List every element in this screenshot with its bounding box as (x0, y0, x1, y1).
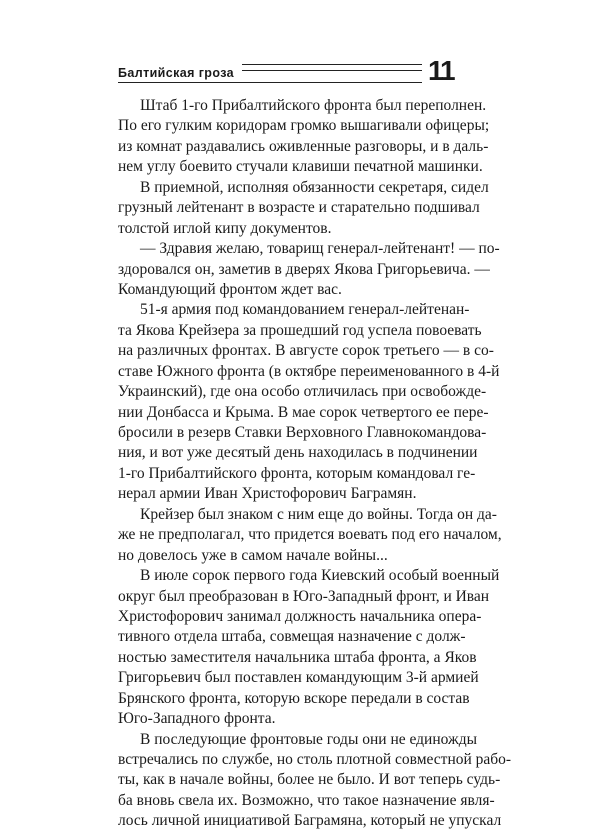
text-line: округ был преобразован в Юго-Западный фронт, и Иван (118, 587, 490, 605)
text-line: ния, и вот уже десятый день находилась в подчинении (118, 444, 478, 462)
text-line: Украинский), где она особо отличилась при освобожде- (118, 383, 487, 401)
text-line: же не предполагал, что придется воевать под его началом, (118, 526, 502, 544)
text-line: 1-го Прибалтийского фронта, которым командовал ге- (118, 464, 476, 482)
text-line: встречались по службе, но столь плотной совместной рабо- (118, 751, 512, 768)
text-line: Командующий фронтом ждет вас. (118, 280, 342, 298)
text-line: нем углу боевито стучали клавиши печатной машинки. (118, 158, 483, 176)
text-line: толстой иглой кипу документов. (118, 219, 332, 237)
header-rule-bottom (118, 82, 422, 83)
text-line: Христофорович занимал должность начальника опера- (118, 607, 482, 625)
body-text (118, 96, 512, 832)
running-header (118, 64, 462, 82)
text-line: В приемной, исполняя обязанности секретаря, сидел (140, 178, 489, 196)
header-rule-top (242, 64, 422, 65)
text-line: ба вновь свела их. Возможно, что такое назначение явля- (118, 791, 495, 809)
text-line: ставе Южного фронта (в октябре переименованного в 4-й (118, 362, 500, 380)
text-line: По его гулким коридорам громко вышагивали офицеры; (118, 117, 490, 135)
text-line: лось личной инициативой Баграмяна, который не упускал (118, 812, 502, 830)
text-line: Крейзер был знаком с ним еще до войны. Тогда он да- (140, 505, 497, 523)
text-line: бросили в резерв Ставки Верховного Главнокомандова- (118, 424, 487, 441)
text-line: В июле сорок первого года Киевский особый военный (140, 567, 500, 585)
text-line: грузный лейтенант в возрасте и старательно подшивал (118, 199, 480, 217)
text-line: здоровался он, заметив в дверях Якова Григорьевича. — (118, 260, 490, 278)
text-line: ностью заместителя начальника штаба фронта, а Яков (118, 648, 477, 666)
text-line: нии Донбасса и Крыма. В мае сорок четвертого ее пере- (118, 403, 489, 421)
text-line: Юго-Западного фронта. (118, 710, 276, 728)
text-line: тивного отдела штаба, совмещая назначение с долж- (118, 628, 466, 646)
text-line: 51-я армия под командованием генерал-лейтенан- (140, 301, 470, 319)
running-title: Балтийская гроза (118, 66, 238, 80)
text-line: из комнат раздавались оживленные разговоры, и в даль- (118, 137, 489, 155)
text-line: — Здравия желаю, товарищ генерал-лейтенант! — по- (140, 240, 500, 258)
text-line: нерал армии Иван Христофорович Баграмян. (118, 485, 417, 503)
text-line: Брянского фронта, которую вскоре передали в состав (118, 689, 470, 707)
text-line: та Якова Крейзера за прошедший год успела повоевать (118, 321, 482, 339)
header-rule-middle (242, 70, 422, 71)
text-line: на различных фронтах. В августе сорок третьего — в со- (118, 342, 494, 360)
page-number: 11 (428, 55, 454, 86)
text-line: В последующие фронтовые годы они не единожды (140, 730, 478, 748)
text-line: но довелось уже в самом начале войны... (118, 546, 388, 564)
text-line: ты, как в начале войны, более не было. И вот теперь судь- (118, 771, 501, 789)
text-line: Штаб 1-го Прибалтийского фронта был переполнен. (140, 97, 487, 114)
text-line: Григорьевич был поставлен командующим 3-й армией (118, 669, 479, 687)
